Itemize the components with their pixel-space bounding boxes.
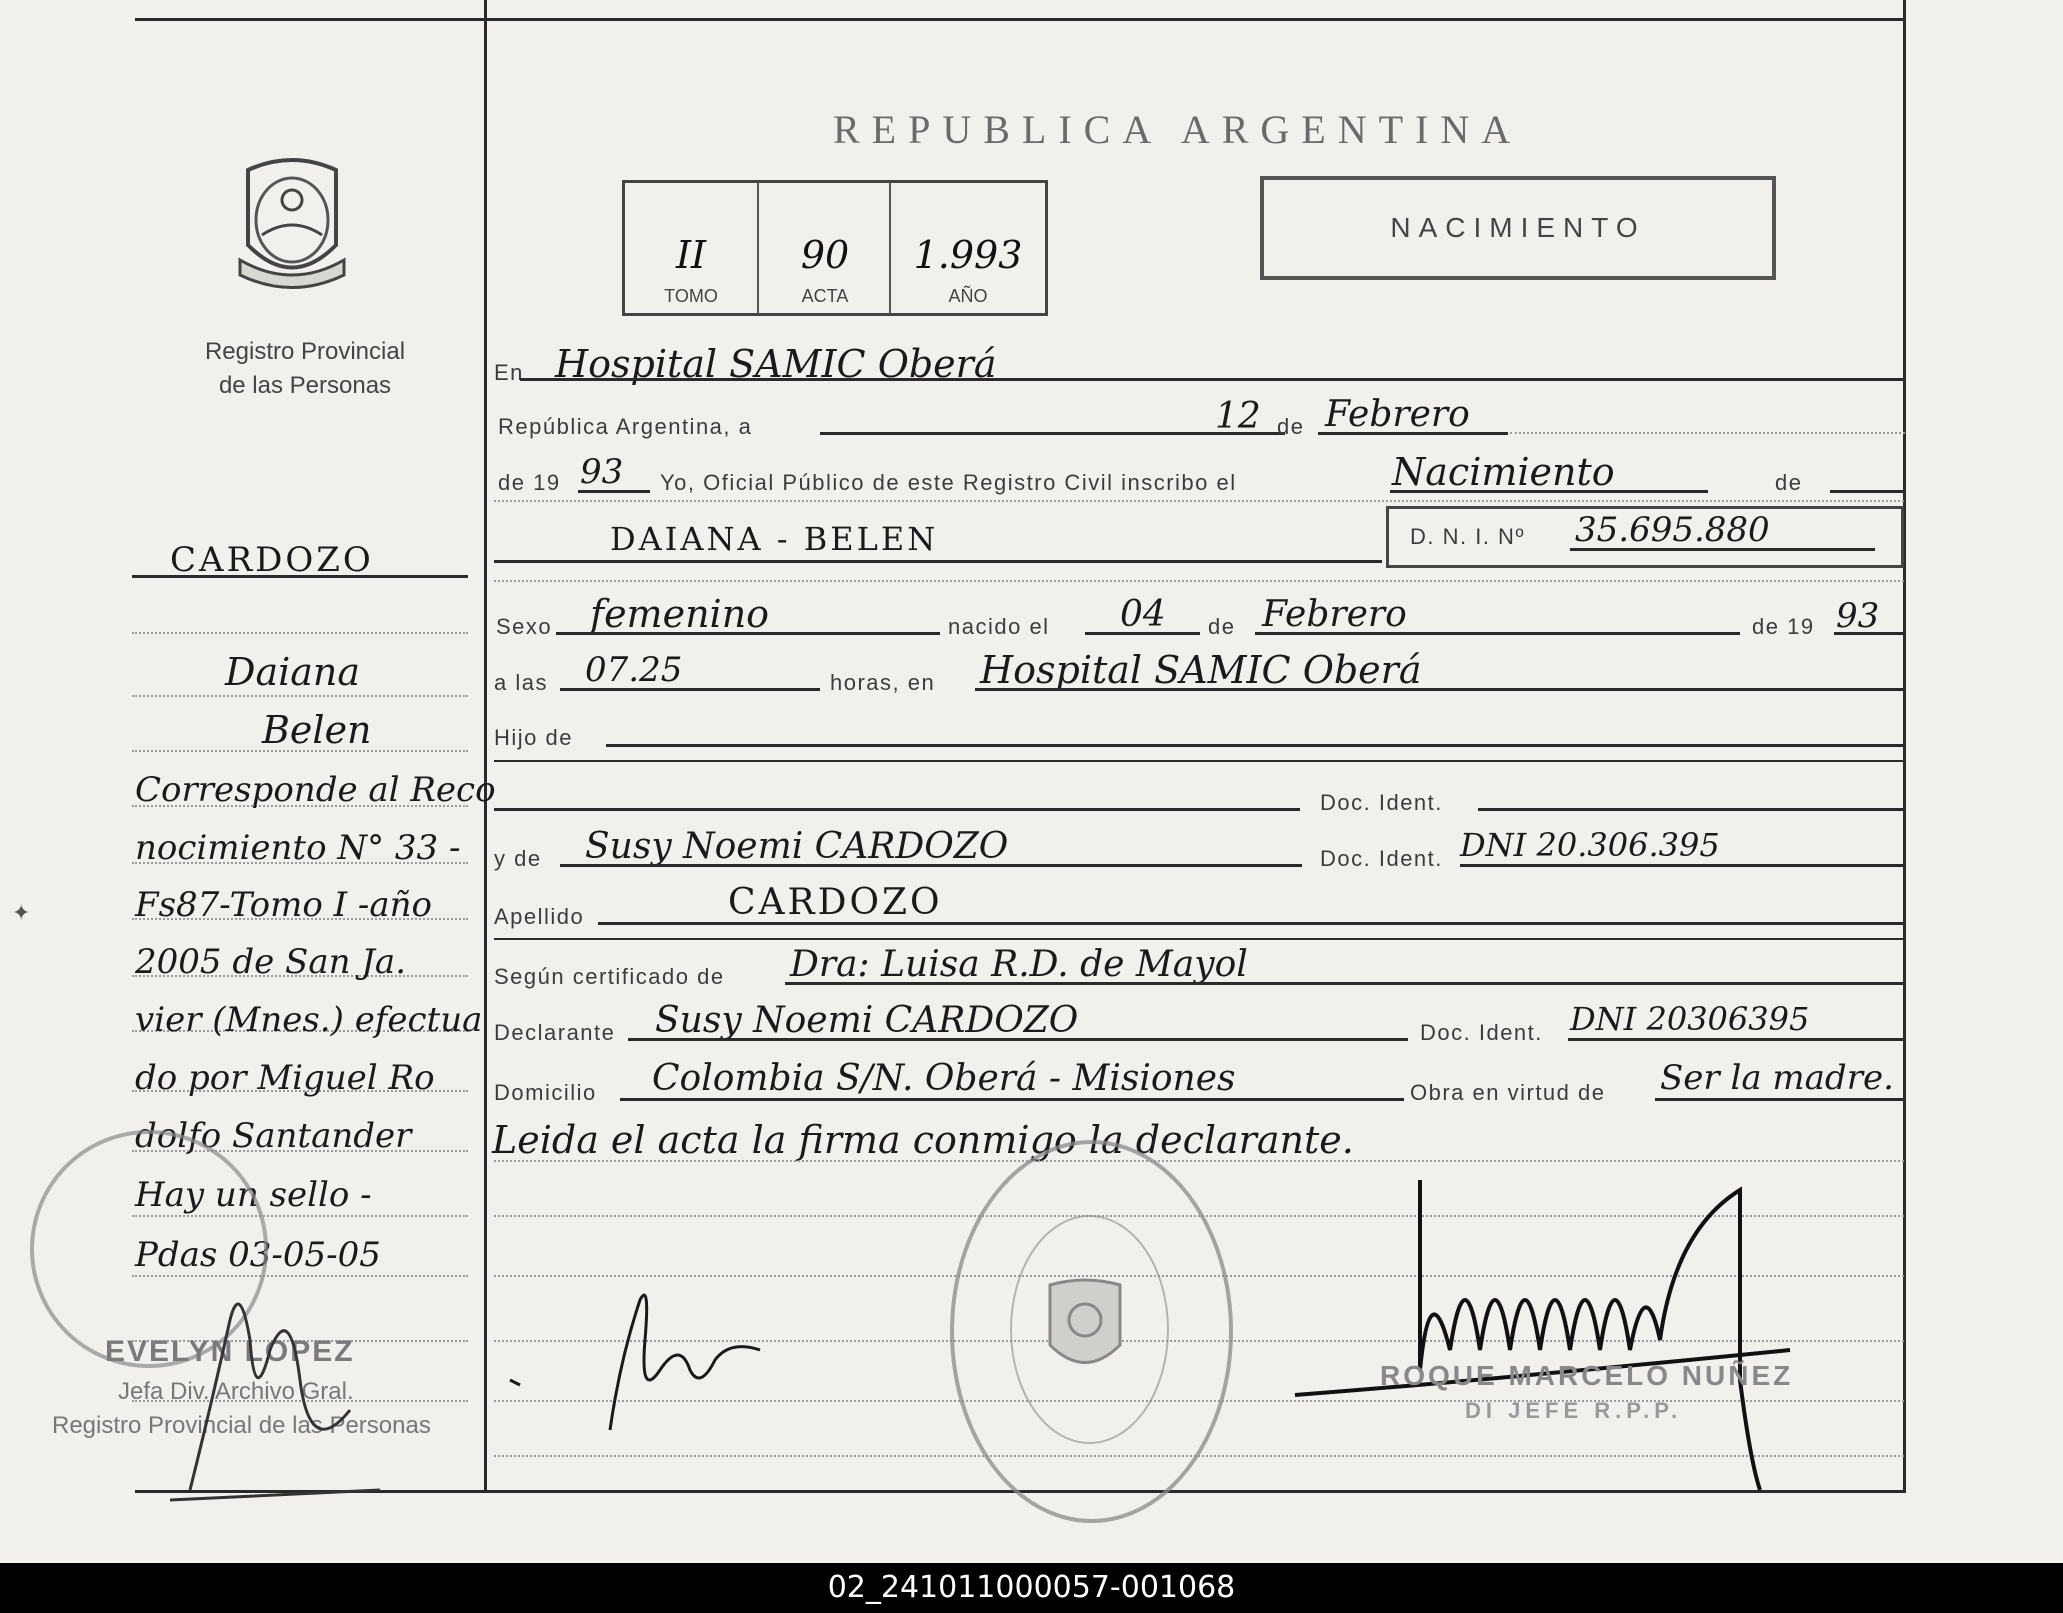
obra-value: Ser la madre.: [1660, 1058, 1894, 1098]
officer-name: ROQUE MARCELO NUÑEZ: [1380, 1360, 1794, 1391]
obra-line: [1655, 1098, 1905, 1101]
sexo-label: Sexo: [496, 614, 553, 639]
declarante-label: Declarante: [494, 1020, 616, 1045]
sidebar-given2: Belen: [262, 708, 372, 752]
stamp-name: EVELYN LOPEZ: [105, 1335, 355, 1368]
madre-value: Susy Noemi CARDOZO: [585, 826, 1009, 867]
left-dot-2: [132, 695, 468, 697]
left-signature-icon: [150, 1260, 390, 1520]
org-name-line2: de las Personas: [218, 372, 392, 399]
witness-signature-icon: [500, 1280, 780, 1440]
tomo-cell: [625, 183, 757, 313]
sexo-line: [556, 632, 940, 635]
left-dot-1: [132, 632, 468, 634]
cert-value: Dra: Luisa R.D. de Mayol: [790, 944, 1248, 985]
dni-value: 35.695.880: [1575, 510, 1770, 550]
sexo-value: femenino: [590, 592, 770, 636]
dni-label: D. N. I. Nº: [1410, 524, 1525, 549]
registered-month: Febrero: [1325, 394, 1470, 435]
lugar-value: Hospital SAMIC Oberá: [980, 648, 1422, 692]
de-1: de: [1277, 414, 1305, 439]
obra-label: Obra en virtud de: [1410, 1080, 1606, 1105]
en-value: Hospital SAMIC Oberá: [555, 342, 997, 386]
document-type: NACIMIENTO: [1390, 212, 1646, 243]
note-line-5: vier (Mnes.) efectua: [135, 1000, 483, 1040]
note-line-3: Fs87-Tomo I -año: [135, 885, 432, 925]
acta-label: ACTA: [801, 286, 849, 306]
image-id-footer: 02_241011000057-001068: [0, 1563, 2063, 1613]
anio-label: AÑO: [948, 286, 988, 306]
anio-cell: [889, 183, 1045, 313]
nacido-label: nacido el: [948, 614, 1050, 639]
org-name-line1: Registro Provincial: [204, 338, 406, 365]
row3-dot: [494, 500, 1904, 502]
note-line-9: Pdas 03-05-05: [135, 1235, 381, 1275]
nac-month-line: [1255, 632, 1740, 635]
hijo-label: Hijo de: [494, 725, 573, 750]
hijo-line2: [494, 760, 1904, 762]
row2-dot: [1510, 432, 1905, 434]
yde-label: y de: [494, 846, 542, 871]
de-2: de: [1775, 470, 1803, 495]
de-3: de: [1208, 614, 1236, 639]
document-type-box: [1260, 176, 1776, 280]
birth-day-registered: 12: [1215, 396, 1261, 437]
cert-line: [785, 982, 1905, 985]
sidebar-divider: [484, 0, 487, 1493]
nac-year-suffix: 93: [1836, 596, 1880, 636]
note-line-1: Corresponde al Reco: [135, 770, 496, 810]
registry-box: [622, 180, 1048, 316]
stamp-title: Jefa Div. Archivo Gral.: [118, 1378, 354, 1405]
year-line: [578, 490, 650, 493]
alas-label: a las: [494, 670, 548, 695]
note-line-6: do por Miguel Ro: [135, 1058, 435, 1098]
acta-cell: [757, 183, 891, 313]
tomo-label: TOMO: [664, 286, 718, 306]
anio-value: 1.993: [913, 233, 1023, 277]
note-line-8: Hay un sello -: [135, 1175, 372, 1215]
month-line: [1318, 432, 1508, 435]
declarante-doc-line: [1568, 1038, 1905, 1041]
en-line: [520, 378, 1905, 381]
top-border: [135, 18, 1905, 21]
madre-doc-line: [1460, 864, 1905, 867]
row4-dot: [494, 580, 1904, 582]
en-label: En: [494, 360, 524, 385]
officer-title: DI JEFE R.P.P.: [1465, 1398, 1683, 1423]
hora-line: [560, 688, 820, 691]
dni-line: [1570, 548, 1875, 551]
doc1-line: [1478, 808, 1905, 811]
nombre-value: DAIANA - BELEN: [610, 520, 939, 558]
declarante-line: [628, 1038, 1408, 1041]
hijo-line: [606, 744, 1906, 747]
leida-text: Leida el acta la firma conmigo la declarante.: [492, 1118, 1354, 1162]
left-margin-mark: ✦: [12, 900, 31, 925]
nac-day-line: [1085, 632, 1200, 635]
acta-value: 90: [800, 233, 850, 277]
doc-ident-2: Doc. Ident.: [1320, 846, 1443, 871]
officer-signature-icon: [1290, 1170, 1890, 1500]
nac-month-value: Febrero: [1262, 594, 1407, 635]
acto-value: Nacimiento: [1392, 450, 1615, 494]
nac-day-value: 04: [1120, 594, 1166, 635]
domicilio-value: Colombia S/N. Oberá - Misiones: [652, 1058, 1236, 1099]
horas-label: horas, en: [830, 670, 936, 695]
declarante-doc-value: DNI 20306395: [1570, 1000, 1810, 1038]
doc-ident-1: Doc. Ident.: [1320, 790, 1443, 815]
official-seal-icon: [1040, 1275, 1130, 1385]
doc-ident-3: Doc. Ident.: [1420, 1020, 1543, 1045]
hora-value: 07.25: [585, 650, 683, 690]
apellido-value: CARDOZO: [728, 882, 943, 923]
padre-line: [494, 808, 1300, 811]
rep-label: República Argentina, a: [498, 414, 753, 439]
domicilio-line: [620, 1098, 1404, 1101]
yo-text: Yo, Oficial Público de este Registro Civil inscribo el: [660, 470, 1237, 495]
apellido-label: Apellido: [494, 904, 585, 929]
lugar-line: [975, 688, 1905, 691]
note-line-4: 2005 de San Ja.: [135, 942, 407, 982]
nac-year-prefix: de 19: [1752, 614, 1815, 639]
tomo-value: II: [675, 233, 707, 277]
page-title: REPUBLICA ARGENTINA: [833, 107, 1523, 152]
madre-line: [560, 864, 1302, 867]
row3-end-line: [1830, 490, 1905, 493]
note-line-7: dolfo Santander: [135, 1116, 412, 1156]
leida-dot: [494, 1160, 1904, 1162]
madre-doc-value: DNI 20.306.395: [1460, 826, 1720, 864]
apellido-line2: [494, 938, 1904, 940]
year-suffix: 93: [580, 452, 624, 492]
note-line-2: nocimiento N° 33 -: [135, 828, 461, 868]
cert-label: Según certificado de: [494, 964, 725, 989]
nombre-line: [494, 560, 1382, 563]
declarante-value: Susy Noemi CARDOZO: [655, 1000, 1079, 1041]
year-prefix: de 19: [498, 470, 561, 495]
apellido-line: [598, 922, 1905, 925]
sidebar-given1: Daiana: [225, 650, 361, 694]
seal-icon: [228, 150, 356, 300]
acto-line: [1390, 490, 1708, 493]
stamp-org: Registro Provincial de las Personas: [52, 1412, 431, 1439]
sidebar-surname: CARDOZO: [170, 540, 374, 580]
domicilio-label: Domicilio: [494, 1080, 597, 1105]
nac-year-line: [1834, 632, 1904, 635]
